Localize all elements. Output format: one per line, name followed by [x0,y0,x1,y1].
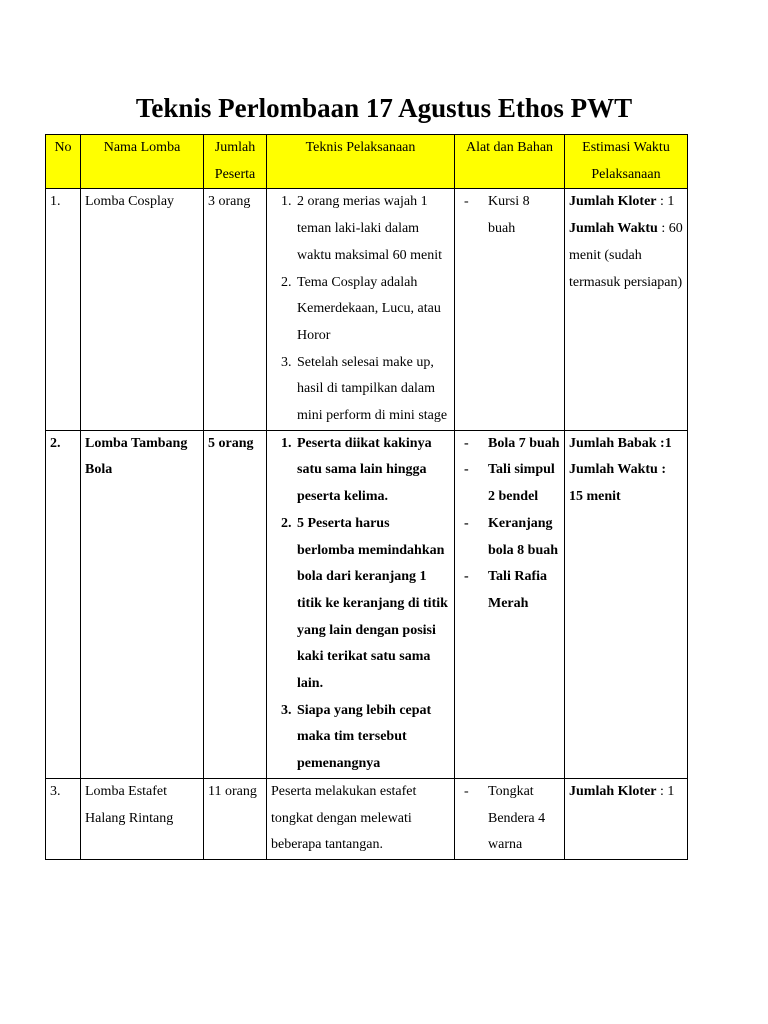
teknis-list [271,431,450,778]
table-row [46,430,688,778]
list-item: 1. Peserta diikat kakinya satu sama lain hingga peserta kelima. [295,431,450,511]
header-teknis-pelaksanaan: Teknis Pelaksanaan [267,135,455,189]
list-item: 3. Setelah selesai make up, hasil di tampilkan dalam mini perform di mini stage [295,350,450,430]
cell-estimasi [565,430,688,778]
cell-estimasi [565,778,688,859]
list-item: - Keranjang bola 8 buah [459,511,560,564]
header-jumlah-peserta: Jumlah Peserta [204,135,267,189]
header-estimasi-waktu: Estimasi Waktu Pelaksanaan [565,135,688,189]
estimasi-label: Jumlah Waktu : 15 menit [569,462,666,505]
cell-teknis [267,430,455,778]
cell-nama-lomba: Lomba Cosplay [81,189,204,430]
cell-teknis [267,189,455,430]
list-item: - Tali simpul 2 bendel [459,457,560,510]
estimasi-label: Jumlah Babak :1 [569,435,672,451]
page-title: Teknis Perlombaan 17 Agustus Ethos PWT [135,93,633,123]
cell-jumlah-peserta: 5 orang [204,430,267,778]
table-row [46,778,688,859]
estimasi-label: Jumlah Waktu [569,221,658,237]
list-item: 1. 2 orang merias wajah 1 teman laki-laki dalam waktu maksimal 60 menit [295,189,450,269]
cell-alat [455,778,565,859]
cell-alat [455,430,565,778]
alat-list [459,431,560,618]
header-no: No [46,135,81,189]
cell-teknis: Peserta melakukan estafet tongkat dengan melewati beberapa tantangan. [267,778,455,859]
list-item: 2. Tema Cosplay adalah Kemerdekaan, Lucu, atau Horor [295,270,450,350]
header-nama-lomba: Nama Lomba [81,135,204,189]
list-item: - Tali Rafia Merah [459,564,560,617]
cell-jumlah-peserta: 3 orang [204,189,267,430]
cell-no: 3. [46,778,81,859]
cell-nama-lomba: Lomba Tambang Bola [81,430,204,778]
competition-table [45,134,688,860]
estimasi-label: Jumlah Kloter [569,783,657,799]
table-row [46,189,688,430]
cell-jumlah-peserta: 11 orang [204,778,267,859]
list-item: 3. Siapa yang lebih cepat maka tim tersebut pemenangnya [295,698,450,778]
cell-no: 2. [46,430,81,778]
teknis-list [271,189,450,429]
list-item: - Bola 7 buah [459,431,560,458]
list-item: - Tongkat Bendera 4 warna [459,779,560,859]
header-alat-dan-bahan: Alat dan Bahan [455,135,565,189]
cell-estimasi [565,189,688,430]
cell-nama-lomba: Lomba Estafet Halang Rintang [81,778,204,859]
estimasi-label: Jumlah Kloter [569,194,657,210]
estimasi-value: : 60 menit (sudah termasuk persiapan) [569,221,683,290]
cell-alat [455,189,565,430]
alat-list [459,779,560,859]
table-header-row [46,135,688,189]
list-item: 2. 5 Peserta harus berlomba memindahkan bola dari keranjang 1 titik ke keranjang di titik yang lain dengan posisi kaki terikat satu sama lain. [295,511,450,698]
alat-list [459,189,560,242]
list-item: - Kursi 8 buah [459,189,560,242]
cell-no: 1. [46,189,81,430]
estimasi-value: : 1 [656,783,675,799]
estimasi-value: : 1 [656,194,675,210]
